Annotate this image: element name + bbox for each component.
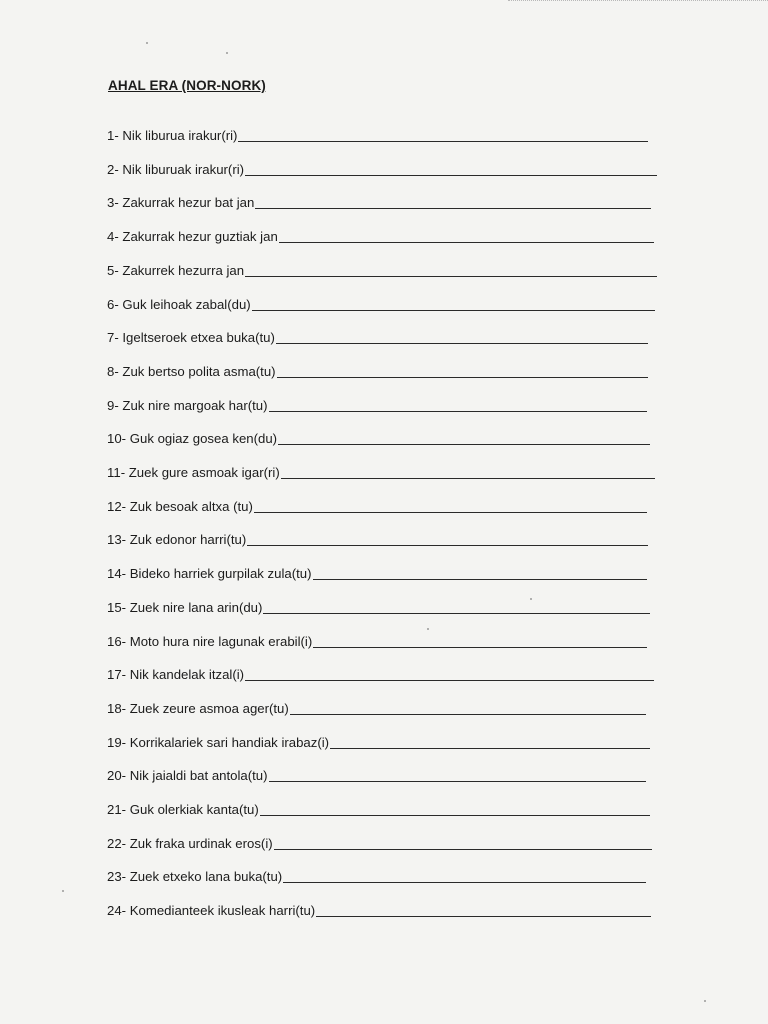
exercise-item	[107, 664, 654, 682]
exercise-prompt: 19- Korrikalariek sari handiak irabaz(i)	[107, 734, 330, 750]
worksheet-title: AHAL ERA (NOR-NORK)	[108, 78, 266, 93]
exercise-item	[107, 833, 652, 851]
answer-line[interactable]	[238, 141, 648, 142]
exercise-item	[107, 496, 647, 514]
answer-line[interactable]	[260, 815, 650, 816]
exercise-item	[107, 260, 657, 278]
answer-line[interactable]	[281, 478, 655, 479]
exercise-item	[107, 631, 647, 649]
exercise-prompt: 2- Nik liburuak irakur(ri)	[107, 161, 245, 177]
exercise-item	[107, 226, 654, 244]
exercise-prompt: 16- Moto hura nire lagunak erabil(i)	[107, 633, 313, 649]
exercise-prompt: 11- Zuek gure asmoak igar(ri)	[107, 465, 280, 480]
answer-line[interactable]	[255, 208, 651, 209]
answer-line[interactable]	[290, 714, 646, 715]
exercise-item	[107, 765, 646, 783]
answer-line[interactable]	[277, 377, 648, 378]
answer-line[interactable]	[269, 411, 647, 412]
answer-line[interactable]	[245, 276, 657, 277]
exercise-item	[107, 125, 648, 143]
exercise-prompt: 1- Nik liburua irakur(ri)	[107, 128, 238, 143]
exercise-item	[107, 395, 647, 413]
exercise-item	[107, 192, 651, 210]
answer-line[interactable]	[245, 680, 654, 681]
exercise-prompt: 22- Zuk fraka urdinak eros(i)	[107, 835, 273, 851]
exercise-prompt: 13- Zuk edonor harri(tu)	[107, 532, 247, 548]
exercise-prompt: 7- Igeltseroek etxea buka(tu)	[107, 330, 275, 346]
exercise-prompt: 4- Zakurrak hezur guztiak jan	[107, 229, 278, 245]
exercise-prompt: 20- Nik jaialdi bat antola(tu)	[107, 768, 268, 784]
answer-line[interactable]	[245, 175, 657, 176]
answer-line[interactable]	[274, 849, 652, 850]
exercise-prompt: 17- Nik kandelak itzal(i)	[107, 667, 245, 683]
exercise-item	[107, 799, 650, 817]
answer-line[interactable]	[283, 882, 646, 883]
answer-line[interactable]	[252, 310, 655, 311]
exercise-item	[107, 900, 651, 918]
answer-line[interactable]	[276, 343, 648, 344]
exercise-item	[107, 159, 657, 177]
scan-speck	[146, 42, 148, 44]
answer-line[interactable]	[247, 545, 648, 546]
exercise-prompt: 12- Zuk besoak altxa (tu)	[107, 498, 253, 514]
exercise-item	[107, 563, 647, 581]
scan-speck	[62, 890, 64, 892]
exercise-prompt: 23- Zuek etxeko lana buka(tu)	[107, 869, 283, 885]
exercise-item	[107, 732, 650, 750]
exercise-prompt: 24- Komedianteek ikusleak harri(tu)	[107, 903, 316, 919]
exercise-prompt: 14- Bideko harriek gurpilak zula(tu)	[107, 566, 312, 582]
scan-edge-artifact	[508, 0, 768, 4]
answer-line[interactable]	[330, 748, 650, 749]
exercise-item	[107, 866, 646, 884]
exercise-item	[107, 428, 650, 446]
answer-line[interactable]	[254, 512, 647, 513]
scan-speck	[704, 1000, 706, 1002]
exercise-prompt: 21- Guk olerkiak kanta(tu)	[107, 802, 259, 817]
exercise-prompt: 5- Zakurrek hezurra jan	[107, 262, 245, 278]
answer-line[interactable]	[313, 579, 647, 580]
exercise-prompt: 3- Zakurrak hezur bat jan	[107, 195, 255, 211]
answer-line[interactable]	[313, 647, 647, 648]
scan-speck	[226, 52, 228, 54]
answer-line[interactable]	[263, 613, 650, 614]
exercise-prompt: 18- Zuek zeure asmoa ager(tu)	[107, 700, 289, 716]
exercise-item	[107, 597, 650, 615]
exercise-prompt: 15- Zuek nire lana arin(du)	[107, 599, 263, 615]
exercise-prompt: 10- Guk ogiaz gosea ken(du)	[107, 431, 278, 447]
answer-line[interactable]	[278, 444, 650, 445]
answer-line[interactable]	[279, 242, 654, 243]
exercise-prompt: 8- Zuk bertso polita asma(tu)	[107, 363, 276, 379]
answer-line[interactable]	[269, 781, 646, 782]
exercise-item	[107, 462, 655, 480]
exercise-item	[107, 698, 646, 716]
exercise-item	[107, 529, 648, 547]
exercise-item	[107, 361, 648, 379]
exercise-prompt: 6- Guk leihoak zabal(du)	[107, 296, 251, 312]
exercise-item	[107, 327, 648, 345]
exercise-prompt: 9- Zuk nire margoak har(tu)	[107, 397, 268, 413]
exercise-item	[107, 294, 655, 312]
answer-line[interactable]	[316, 916, 651, 917]
